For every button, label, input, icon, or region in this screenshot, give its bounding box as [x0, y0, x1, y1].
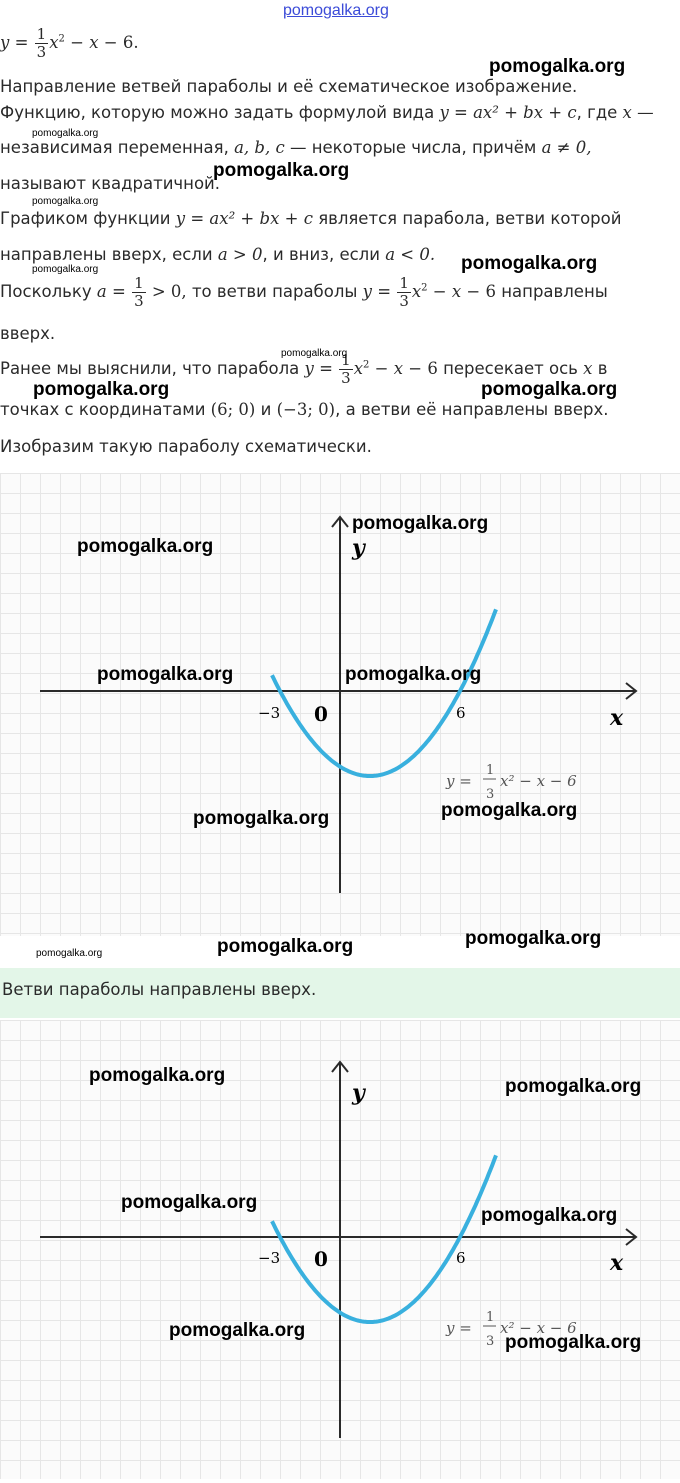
- paragraph-line: Функцию, которую можно задать формулой вида y = ax² + bx + c, где x —: [0, 103, 654, 122]
- watermark: pomogalka.org: [169, 1320, 306, 1341]
- function-label-num: 1: [486, 1310, 495, 1325]
- section-heading: Направление ветвей параболы и её схематическое изображение.: [0, 77, 578, 96]
- paragraph-line: называют квадратичной.: [0, 174, 221, 193]
- origin-label: 0: [314, 1247, 328, 1271]
- watermark: pomogalka.org: [77, 536, 214, 557]
- watermark: pomogalka.org: [32, 196, 99, 207]
- top-watermark-link[interactable]: pomogalka.org: [283, 2, 389, 19]
- function-label-prefix: y =: [446, 772, 472, 790]
- x-axis-label: x: [610, 705, 624, 731]
- function-label-rest: x² − x − 6: [500, 1319, 577, 1337]
- watermark: pomogalka.org: [89, 1065, 226, 1086]
- origin-label: 0: [314, 702, 328, 726]
- watermark: pomogalka.org: [505, 1332, 642, 1353]
- y-axis-label: y: [352, 1080, 365, 1106]
- watermark: pomogalka.org: [36, 948, 103, 959]
- watermark: pomogalka.org: [465, 928, 602, 949]
- tick-label-neg: −3: [258, 1249, 281, 1267]
- tick-label-pos: 6: [456, 1249, 466, 1267]
- watermark: pomogalka.org: [217, 936, 354, 957]
- watermark: pomogalka.org: [281, 348, 348, 359]
- parabola-curve: [272, 1155, 496, 1322]
- watermark: pomogalka.org: [121, 1192, 258, 1213]
- paragraph-line: Графиком функции y = ax² + bx + c является парабола, ветви которой: [0, 209, 622, 228]
- paragraph-line: Изобразим такую параболу схематически.: [0, 437, 372, 456]
- tick-label-pos: 6: [456, 704, 466, 722]
- watermark: pomogalka.org: [461, 253, 598, 274]
- function-label-rest: x² − x − 6: [500, 772, 577, 790]
- paragraph-line: вверх.: [0, 324, 56, 343]
- function-label-prefix: y =: [446, 1319, 472, 1337]
- paragraph-line: Ранее мы выяснили, что парабола y = $\frac{1}{3}$ $x^2 - x - 6$ пересекает ось x в: [0, 351, 608, 387]
- watermark: pomogalka.org: [352, 513, 489, 534]
- formula-line: y = $\frac{1}{3}$ $x^2 - x - 6$.: [0, 25, 139, 61]
- paragraph-line: направлены вверх, если a > 0, и вниз, если a < 0.: [0, 245, 436, 264]
- answer-text: Ветви параболы направлены вверх.: [2, 980, 317, 999]
- watermark: pomogalka.org: [32, 264, 99, 275]
- parabola-curve: [272, 609, 496, 776]
- function-label-den: 3: [486, 1334, 495, 1349]
- x-axis-label: x: [610, 1250, 624, 1276]
- watermark: pomogalka.org: [97, 664, 234, 685]
- watermark: pomogalka.org: [505, 1076, 642, 1097]
- watermark: pomogalka.org: [481, 1205, 618, 1226]
- paragraph-line: точках с координатами (6; 0) и (−3; 0), а ветви её направлены вверх.: [0, 400, 609, 419]
- function-label: [445, 763, 577, 802]
- function-label-den: 3: [486, 787, 495, 802]
- watermark: pomogalka.org: [33, 379, 170, 400]
- watermark: pomogalka.org: [345, 664, 482, 685]
- watermark: pomogalka.org: [489, 56, 626, 77]
- tick-label-neg: −3: [258, 704, 281, 722]
- watermark: pomogalka.org: [32, 128, 99, 139]
- watermark: pomogalka.org: [441, 800, 578, 821]
- watermark: pomogalka.org: [193, 808, 330, 829]
- paragraph-line: Поскольку a = $\frac{1}{3}$ > 0, то ветви параболы y = $\frac{1}{3}$ $x^2 - x - 6$ направлены: [0, 274, 608, 310]
- watermark: pomogalka.org: [213, 160, 350, 181]
- paragraph-line: независимая переменная, a, b, c — некоторые числа, причём a ≠ 0,: [0, 138, 592, 157]
- y-axis-label: y: [352, 535, 365, 561]
- watermark: pomogalka.org: [481, 379, 618, 400]
- answer-banner: [0, 968, 680, 1018]
- function-label-num: 1: [486, 763, 495, 778]
